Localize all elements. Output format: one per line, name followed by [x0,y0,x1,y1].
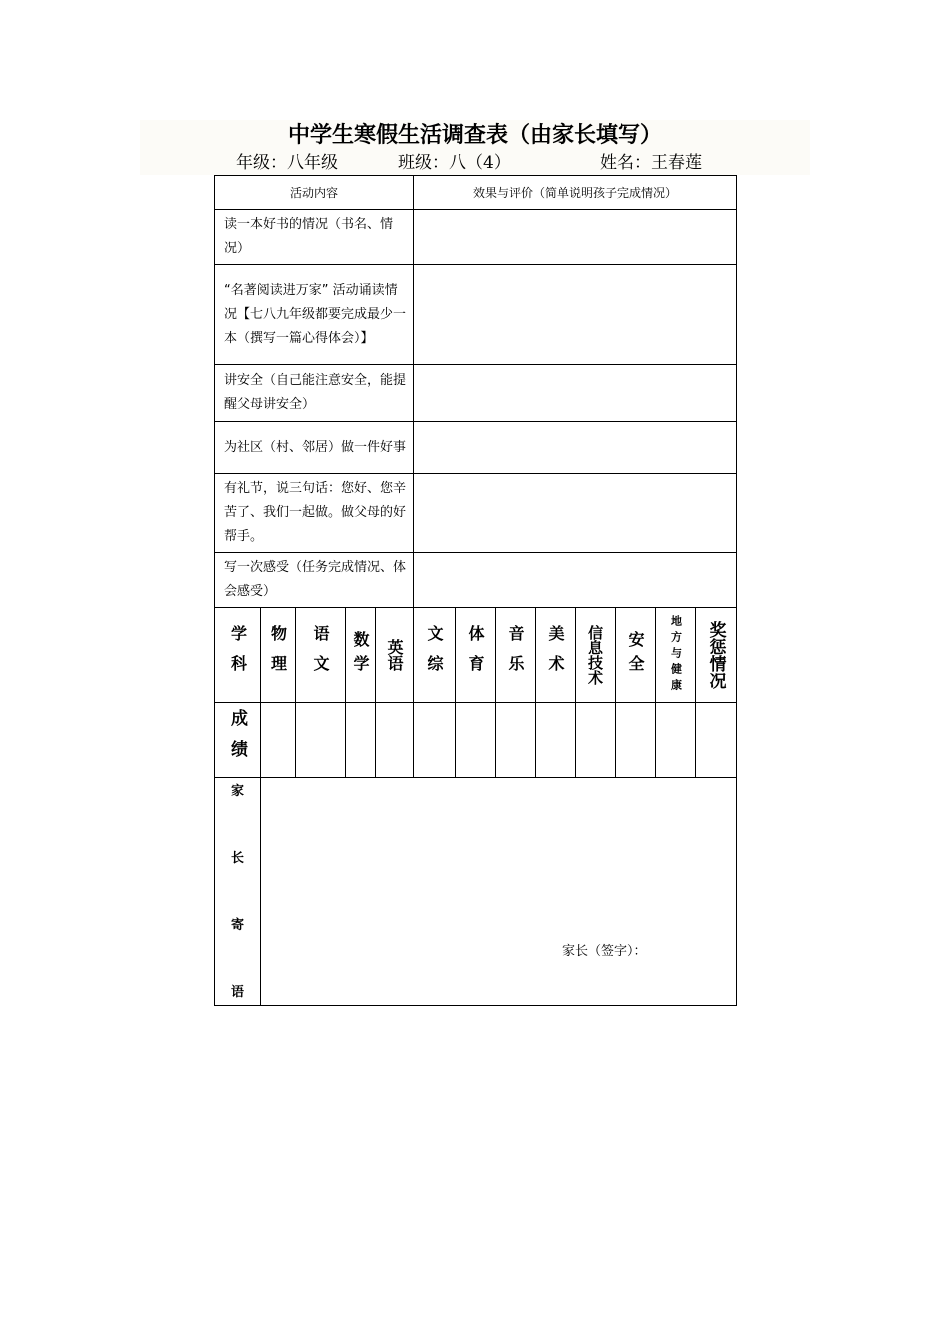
form-title: 中学生寒假生活调查表（由家长填写） [140,120,810,152]
subject-label: 文综 [425,625,445,685]
label-char: 长 [230,851,244,866]
subject-rewards [696,608,737,703]
subject-label: 英语 [385,639,405,671]
parent-message-area[interactable] [261,778,737,1006]
parent-message-label [215,778,261,1006]
class-field: 班级：八（4） [398,153,511,173]
subject-label: 安全 [626,631,646,679]
subject-label: 美术 [546,625,566,685]
score-cell[interactable] [376,703,414,778]
score-cell[interactable] [616,703,656,778]
activity-item: 为社区（村、邻居）做一件好事 [215,422,414,474]
activity-item: 读一本好书的情况（书名、情况） [215,210,414,265]
score-cell[interactable] [656,703,696,778]
evaluation-cell[interactable] [414,474,737,553]
subject-label: 数学 [351,631,370,679]
activity-header: 活动内容 [215,176,414,210]
label-char: 语 [230,985,244,1000]
activity-item: 有礼节，说三句话：您好、您辛苦了、我们一起做。做父母的好帮手。 [215,474,414,553]
score-cell[interactable] [346,703,376,778]
score-cell[interactable] [414,703,456,778]
evaluation-header: 效果与评价（简单说明孩子完成情况） [414,176,737,210]
evaluation-cell[interactable] [414,210,737,265]
subject-label: 地方与健康 [669,615,683,695]
activity-item: 写一次感受（任务完成情况、体会感受） [215,553,414,608]
subject-chinese [296,608,346,703]
score-cell[interactable] [576,703,616,778]
score-cell[interactable] [456,703,496,778]
subject-art [536,608,576,703]
score-header [215,703,261,778]
evaluation-cell[interactable] [414,422,737,474]
score-cell[interactable] [536,703,576,778]
parent-signature-label: 家长（签字）： [562,944,647,959]
subject-liberal-arts [414,608,456,703]
subject-label: 音乐 [506,625,526,685]
survey-table [214,175,737,1006]
subject-label: 语文 [311,625,330,685]
subject-label: 物理 [268,625,288,685]
subject-pe [456,608,496,703]
subject-label: 体育 [466,625,486,685]
subject-it [576,608,616,703]
evaluation-cell[interactable] [414,553,737,608]
student-name-field: 姓名：王春莲 [600,153,702,173]
grade-field: 年级：八年级 [236,153,338,173]
subject-english [376,608,414,703]
evaluation-cell[interactable] [414,265,737,365]
subject-safety [616,608,656,703]
score-cell[interactable] [496,703,536,778]
activity-item: “名著阅读进万家” 活动诵读情况【七八九年级都要完成最少一本（撰写一篇心得体会）】 [215,265,414,365]
score-cell[interactable] [696,703,737,778]
subject-music [496,608,536,703]
subject-local-health [656,608,696,703]
evaluation-cell[interactable] [414,365,737,422]
score-cell[interactable] [261,703,296,778]
subject-physics [261,608,296,703]
score-label: 成绩 [227,709,247,771]
activity-item: 讲安全（自己能注意安全，能提醒父母讲安全） [215,365,414,422]
subject-label: 学科 [228,625,248,685]
subject-math [346,608,376,703]
score-cell[interactable] [296,703,346,778]
subject-label: 信息技术 [586,625,605,685]
subject-label: 奖惩情况 [705,621,726,689]
label-char: 寄 [230,918,244,933]
subject-header [215,608,261,703]
label-char: 家 [230,784,244,799]
